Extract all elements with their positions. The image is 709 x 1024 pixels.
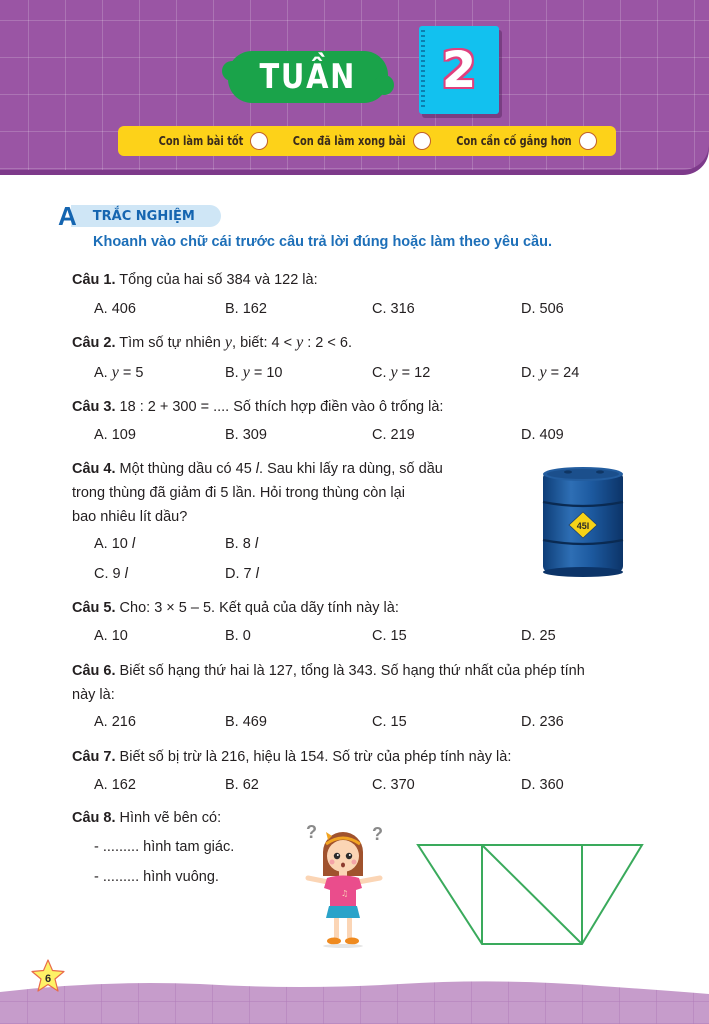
question-5 <box>72 596 399 620</box>
unit: l <box>131 536 136 552</box>
option-value: = 24 <box>550 365 580 381</box>
unit: l <box>255 566 259 582</box>
question-text: : 2 < 6. <box>307 335 352 351</box>
unit: l <box>254 536 259 552</box>
question-text: . Sau khi lấy ra dùng, số dầu <box>259 461 443 477</box>
page-number-star <box>30 958 66 994</box>
confused-girl-illustration <box>300 818 388 950</box>
question-line <box>72 457 512 481</box>
option-a[interactable]: A. 406 <box>94 301 136 317</box>
option-value: = 10 <box>253 365 283 381</box>
question-mark-icon: ? <box>372 824 383 844</box>
option-c[interactable] <box>94 566 128 582</box>
variable: y <box>224 334 233 351</box>
option-a[interactable]: A. 162 <box>94 777 136 793</box>
week-number: 2 <box>441 41 477 99</box>
question-2-options <box>94 364 654 384</box>
geometry-figure <box>415 840 645 950</box>
question-4 <box>72 457 512 529</box>
question-text: Một thùng dầu có 45 <box>119 461 252 477</box>
option-c[interactable]: C. 370 <box>372 777 415 793</box>
question-label: Câu 7. <box>72 749 116 765</box>
variable: y <box>539 364 547 381</box>
question-text: Biết số hạng thứ hai là 127, tổng là 343. Số hạng thứ nhất của phép tính <box>119 663 585 679</box>
spiral-binding-icon <box>421 30 425 110</box>
section-instruction: Khoanh vào chữ cái trước câu trả lời đúng hoặc làm theo yêu cầu. <box>93 234 552 250</box>
question-2 <box>72 331 352 355</box>
option-a[interactable]: A. 10 <box>94 628 128 644</box>
option-b[interactable]: B. 309 <box>225 427 267 443</box>
unit: l <box>124 566 128 582</box>
variable: y <box>111 364 119 381</box>
page-header <box>0 0 709 170</box>
oil-barrel-illustration <box>540 464 626 580</box>
question-line: bao nhiêu lít dầu? <box>72 509 188 525</box>
option-d[interactable]: D. 25 <box>521 628 556 644</box>
unit: l <box>255 461 260 477</box>
page-number: 6 <box>44 973 52 985</box>
question-label: Câu 4. <box>72 461 116 477</box>
option-prefix: C. 9 <box>94 566 121 582</box>
rating-good[interactable] <box>140 132 268 150</box>
option-prefix: B. <box>225 365 239 381</box>
section-letter: A <box>58 201 77 231</box>
rating-try-harder[interactable] <box>431 132 597 150</box>
option-c[interactable]: C. 219 <box>372 427 415 443</box>
question-label: Câu 6. <box>72 663 116 679</box>
option-b[interactable] <box>225 536 258 552</box>
option-d[interactable] <box>225 566 259 582</box>
option-b[interactable]: B. 0 <box>225 628 251 644</box>
option-d[interactable] <box>521 364 579 382</box>
option-value: = 5 <box>122 365 144 381</box>
option-a[interactable] <box>94 364 143 382</box>
question-line: này là: <box>72 687 115 703</box>
week-label-badge <box>228 51 388 103</box>
rating-label: Con cần cố gắng hơn <box>456 134 572 148</box>
question-label: Câu 8. <box>72 810 116 826</box>
question-3 <box>72 395 443 419</box>
question-text: Hình vẽ bên có: <box>119 810 222 826</box>
question-mark-icon: ? <box>306 822 317 842</box>
variable: y <box>390 364 398 381</box>
question-7-options <box>94 777 654 797</box>
rating-checkbox[interactable] <box>250 132 268 150</box>
rating-checkbox[interactable] <box>413 132 431 150</box>
option-prefix: C. <box>372 365 387 381</box>
option-prefix: A. <box>94 365 108 381</box>
question-text: Tìm số tự nhiên <box>119 335 221 351</box>
option-prefix: A. 10 <box>94 536 128 552</box>
option-prefix: B. 8 <box>225 536 251 552</box>
option-d[interactable]: D. 409 <box>521 427 564 443</box>
option-d[interactable]: D. 360 <box>521 777 564 793</box>
question-label: Câu 1. <box>72 272 116 288</box>
week-number-card <box>419 26 499 114</box>
page-footer <box>0 980 709 1024</box>
option-d[interactable]: D. 506 <box>521 301 564 317</box>
variable: y <box>242 364 250 381</box>
option-prefix: D. 7 <box>225 566 252 582</box>
question-label: Câu 3. <box>72 399 116 415</box>
question-text: 18 : 2 + 300 = .... Số thích hợp điền vào ô trống là: <box>119 399 444 415</box>
option-a[interactable] <box>94 536 135 552</box>
rating-checkbox[interactable] <box>579 132 597 150</box>
question-text: Tổng của hai số 384 và 122 là: <box>119 272 318 288</box>
rating-done[interactable] <box>268 132 431 150</box>
question-3-options <box>94 427 654 447</box>
rating-label: Con đã làm xong bài <box>293 134 406 148</box>
question-label: Câu 2. <box>72 335 116 351</box>
question-7 <box>72 745 511 769</box>
option-value: = 12 <box>401 365 431 381</box>
question-6 <box>72 659 672 707</box>
option-a[interactable]: A. 109 <box>94 427 136 443</box>
question-label: Câu 5. <box>72 600 116 616</box>
section-title: TRẮC NGHIỆM <box>71 205 221 227</box>
option-prefix: D. <box>521 365 536 381</box>
question-8 <box>72 806 221 830</box>
option-b[interactable]: B. 469 <box>225 714 267 730</box>
blank-squares[interactable]: - ......... hình vuông. <box>94 869 219 885</box>
section-heading <box>58 201 221 231</box>
option-b[interactable] <box>225 364 283 382</box>
blank-triangles[interactable]: - ......... hình tam giác. <box>94 839 235 855</box>
variable: y <box>296 334 304 351</box>
barrel-label: 45l <box>576 521 590 531</box>
rating-label: Con làm bài tốt <box>158 134 244 148</box>
option-a[interactable]: A. 216 <box>94 714 136 730</box>
question-text: Biết số bị trừ là 216, hiệu là 154. Số trừ của phép tính này là: <box>119 749 512 765</box>
question-1 <box>72 268 318 292</box>
question-5-options <box>94 628 654 648</box>
option-c[interactable]: C. 15 <box>372 714 407 730</box>
music-note-icon: ♫ <box>341 889 349 898</box>
self-rating-bar <box>118 126 616 156</box>
option-c[interactable]: C. 316 <box>372 301 415 317</box>
question-line: trong thùng đã giảm đi 5 lần. Hỏi trong thùng còn lại <box>72 485 405 501</box>
option-c[interactable]: C. 15 <box>372 628 407 644</box>
question-6-options <box>94 714 654 734</box>
option-d[interactable]: D. 236 <box>521 714 564 730</box>
option-b[interactable]: B. 162 <box>225 301 267 317</box>
question-line <box>72 659 672 683</box>
option-c[interactable] <box>372 364 430 382</box>
question-text: , biết: 4 < <box>232 335 293 351</box>
option-b[interactable]: B. 62 <box>225 777 259 793</box>
question-1-options <box>94 301 654 321</box>
question-text: Cho: 3 × 5 – 5. Kết quả của dãy tính này là: <box>119 600 399 616</box>
week-label: TUẦN <box>259 57 357 97</box>
